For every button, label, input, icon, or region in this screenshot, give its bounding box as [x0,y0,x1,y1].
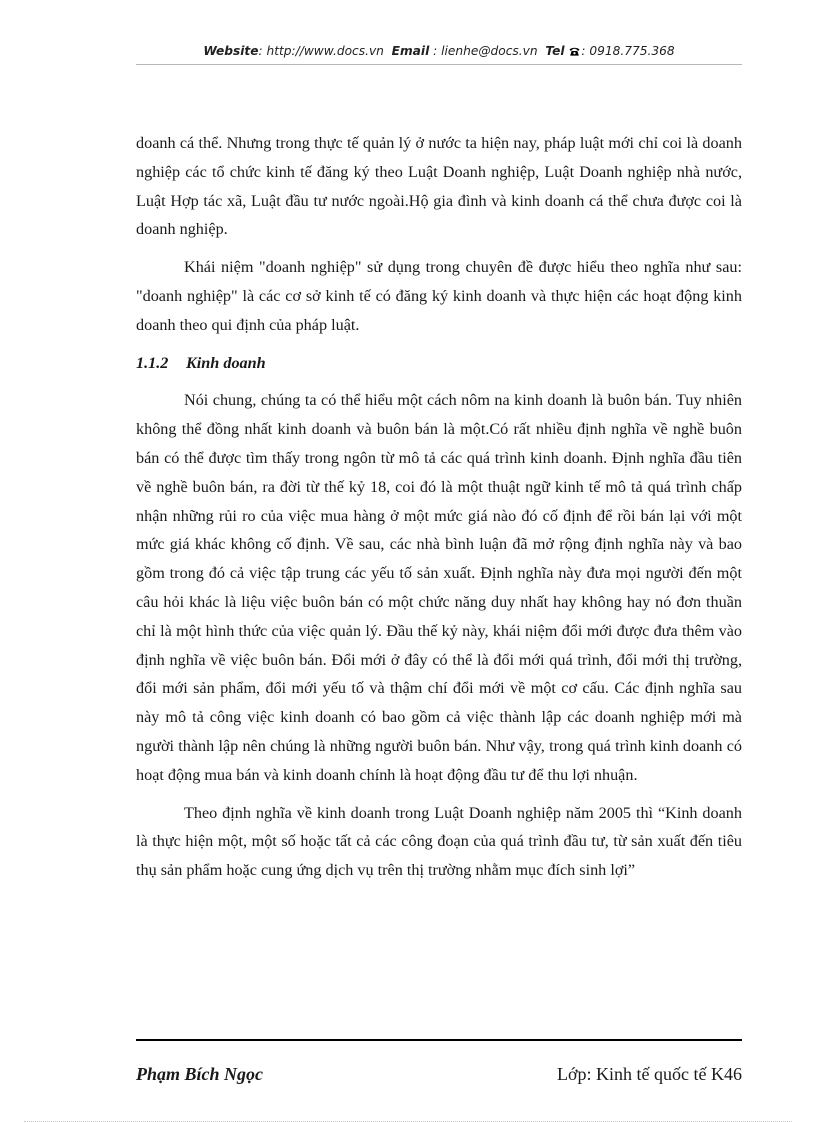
paragraph-2: Khái niệm "doanh nghiệp" sử dụng trong chuyên đề được hiểu theo nghĩa như sau: "doanh nghiệp" là các cơ sở kinh tế có đăng ký kinh doanh và thực hiện các hoạt động kinh doanh theo qui định của pháp luật. [136,258,742,334]
telephone-icon [569,45,580,54]
page-header [136,44,742,62]
paragraph-1: doanh cá thể. Nhưng trong thực tế quản lý ở nước ta hiện nay, pháp luật mới chỉ coi là doanh nghiệp các tổ chức kinh tế đăng ký theo Luật Doanh nghiệp, Luật Doanh nghiệp nhà nước, Luật Hợp tác xã, Luật đầu tư nước ngoài.Hộ gia đình và kinh doanh cá thể chưa được coi là doanh nghiệp. [136,134,742,239]
paragraph-4: Theo định nghĩa về kinh doanh trong Luật Doanh nghiệp năm 2005 thì “Kinh doanh là thực hiện một, một số hoặc tất cả các công đoạn của quá trình đầu tư, từ sản xuất đến tiêu thụ sản phẩm hoặc cung ứng dịch vụ trên thị trường nhằm mục đích sinh lợi” [136,803,742,880]
section-number: 1.1.2 [136,353,169,372]
website-label: Website [203,44,259,58]
document-body [136,129,742,885]
tel-value: : 0918.775.368 [581,44,675,58]
footer-rule [136,1039,742,1041]
section-title: Kinh doanh [186,353,266,372]
page-edge-dots [24,1121,792,1122]
footer-author: Phạm Bích Ngọc [136,1064,264,1084]
paragraph-3: Nói chung, chúng ta có thể hiểu một cách nôm na kinh doanh là buôn bán. Tuy nhiên không thể đồng nhất kinh doanh và buôn bán là một.Có rất nhiều định nghĩa về nghề buôn bán có thể được tìm thấy trong ngôn từ mô tả các quá trình kinh doanh. Định nghĩa đầu tiên về nghề buôn bán, ra đời từ thế kỷ 18, coi đó là một thuật ngữ kinh tế mô tả quá trình chấp nhận những rủi ro của việc mua hàng ở một mức giá nào đó cố định để rồi bán lại với một mức giá khác không cố định. Về sau, các nhà bình luận đã mở rộng định nghĩa này và bao gồm trong đó cả việc tập trung các yếu tố sản xuất. Định nghĩa này đưa mọi người đến một câu hỏi khác là liệu việc buôn bán có một chức năng duy nhất hay không hay nó đơn thuần chỉ là một hình thức của việc quản lý. Đầu thế kỷ này, khái niệm đổi mới được đưa thêm vào định nghĩa về việc buôn bán. Đổi mới ở đây có thể là đổi mới quá trình, đổi mới thị trường, đổi mới sản phẩm, đổi mới yếu tố và thậm chí đổi mới về một cơ cấu. Các định nghĩa sau này mô tả công việc kinh doanh có bao gồm cả việc thành lập các doanh nghiệp mới mà người thành lập nên chúng là những người buôn bán. Như vậy, trong quá trình kinh doanh có hoạt động mua bán và kinh doanh chính là hoạt động đầu tư để thu lợi nhuận. [136,391,742,784]
section-heading [136,349,742,378]
header-rule [136,64,742,65]
website-value: : http://www.docs.vn [258,44,384,58]
email-value: : lienhe@docs.vn [429,44,538,58]
footer-class: Lớp: Kinh tế quốc tế K46 [557,1064,742,1084]
tel-label: Tel [545,44,565,58]
email-label: Email [391,44,430,58]
